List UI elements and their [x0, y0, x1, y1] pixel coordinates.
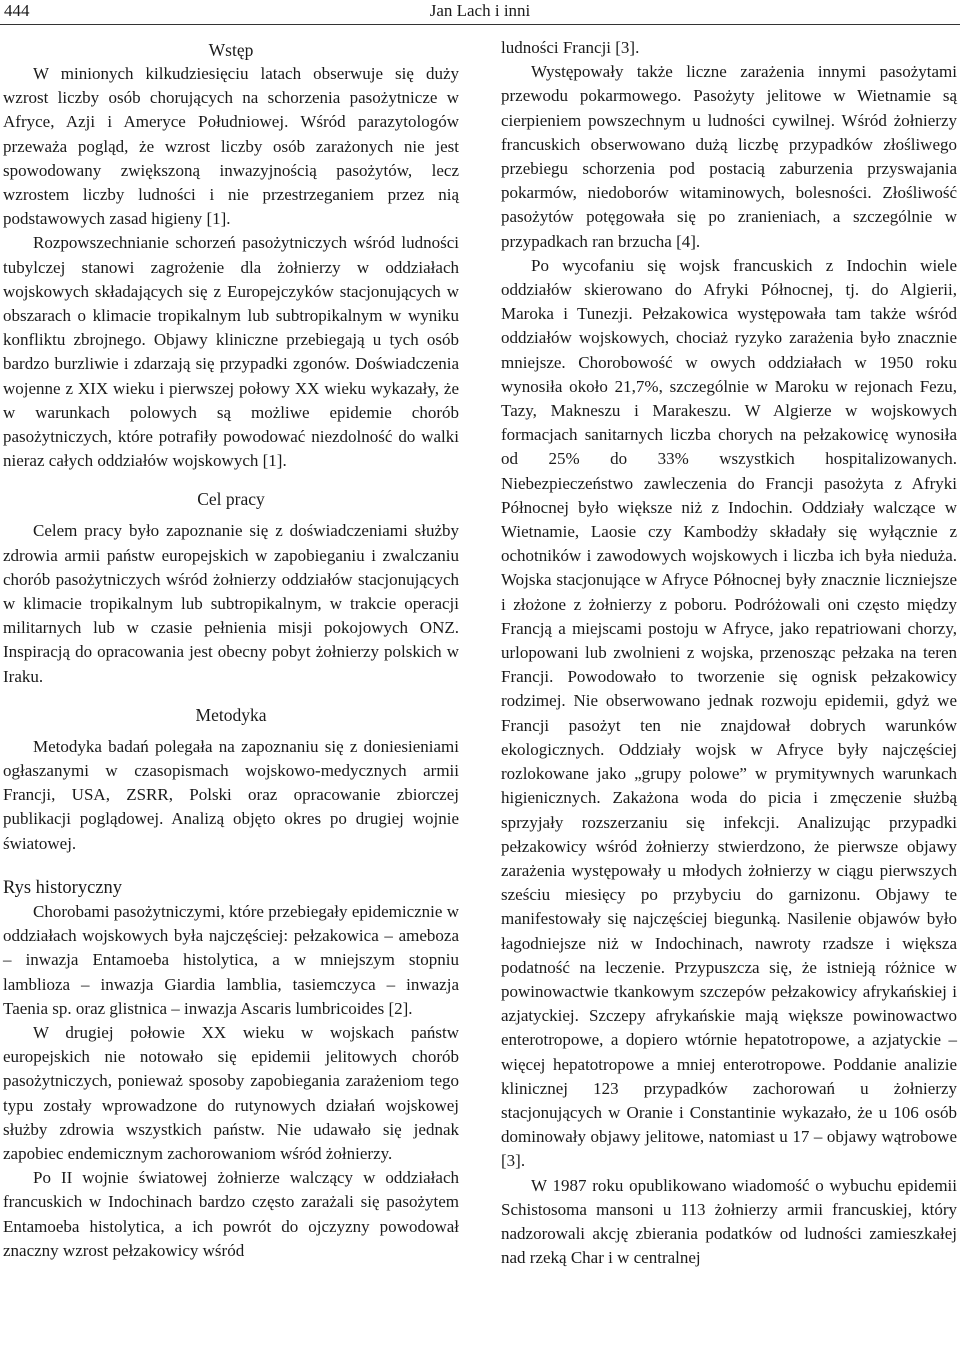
paragraph: W drugiej połowie XX wieku w wojskach państw europejskich nie notowało się epidemii jelitowych chorób pasożytniczych, ponieważ sposoby zapobiegania zarażeniom tego typu zostały wprowadzone do rutynowych działań wojskowej służby zdrowia wszystkich państw. Nie udawało się jednak zapobiec endemicznym zachorowaniom wśród żołnierzy. — [3, 1022, 459, 1163]
paragraph: Metodyka badań polegała na zapoznaniu się z doniesieniami ogłaszanymi w czasopismach wojskowo-medycznych armii Francji, USA, ZSRR, Polski oraz opracowanie zbiorczej publikacji poglądowej. Analizą objęto okres po drugiej wojnie światowej. — [3, 736, 459, 853]
paragraph-continuation: ludności Francji [3]. — [501, 38, 640, 57]
paragraph: Celem pracy było zapoznanie się z doświadczeniami służby zdrowia armii państw europejskich w zapobieganiu i zwalczaniu chorób pasożytniczych wśród żołnierzy oddziałów stacjonujących w klimacie tropikalnym lub subtropikalnym, w trakcie operacji militarnych lub w czasie pełnienia misji pokojowych ONZ. Inspiracją do opracowania jest obecny pobyt żołnierzy polskich w Iraku. — [3, 521, 459, 686]
section-heading-rys-historyczny: Rys historyczny — [3, 877, 122, 898]
paragraph: Po II wojnie światowej żołnierze walczący w oddziałach francuskich w Indochinach bardzo często zarażali się pasożytem Entamoeba histolytica, a ich powrót do ojczyzny powodował znaczny wzrost pełzakowicy wśród — [3, 1168, 459, 1260]
paragraph: Rozpowszechnianie schorzeń pasożytniczych wśród ludności tubylczej stanowi zagrożenie dla żołnierzy w oddziałach wojskowych składających się z Europejczyków stacjonujących w obszarach o klimacie tropikalnym lub subtropikalnym w wyniku konfliktu zbrojnego. Objawy kliniczne przebiegają u tych osób bardzo burzliwie i zdarzają się przypadki zgonów. Doświadczenia wojenne z XIX wieku i pierwszej połowy XX wieku wykazały, że w warunkach polowych są możliwe epidemie chorób pasożytniczych, które potrafiły powodować niezdolność do walki nieraz całych oddziałów wojskowych [1]. — [3, 233, 459, 471]
running-head: Jan Lach i inni — [429, 1, 531, 20]
paragraph: W 1987 roku opublikowano wiadomość o wybuchu epidemii Schistosoma mansoni u 113 żołnierzy armii francuskiej, który nadzorowali akcję zbierania podatków od ludności zamieszkałej nad rzeką Char i w centralnej — [501, 1175, 957, 1268]
section-heading-cel-pracy: Cel pracy — [197, 489, 265, 510]
left-column — [3, 36, 459, 1263]
section-heading-wstep: Wstęp — [208, 40, 254, 60]
paragraph: Chorobami pasożytniczymi, które przebiegały epidemicznie w oddziałach wojskowych była najczęściej: pełzakowica – ameboza – inwazja Entamoeba histolytica, a w mniejszym stopniu lamblioza – inwazja Giardia lamblia, tasiemczyca – inwazja Taenia sp. oraz glistnica – inwazja Ascaris lumbricoides [2]. — [3, 901, 459, 1018]
paragraph: Po wycofaniu się wojsk francuskich z Indochin wiele oddziałów skierowano do Afryki Północnej, tj. do Algierii, Maroka i Tunezji. Pełzakowica występowała tam także wśród oddziałów wojskowych, chociaż ryzyko zarażenia było znacznie mniejsze. Chorobowość w owych oddziałach w 1950 roku wynosiła około 21,7%, szczególnie w Maroku w rejonach Fezu, Tazy, Makneszu i Marakeszu. W Algierze w wojskowych formacjach sanitarnych liczba chorych na pełzakowicę wynosiła od 25% do 33% wszystkich hospitalizowanych. Niebezpieczeństwo zawleczenia do Francji pasożyta z Afryki Północnej było większe niż z Indochin. Oddziały walczące w Wietnamie, Laosie czy Kambodży składały się wyłącznie z ochotników i zawodowych wojskowych i liczba ich była nieduża. Wojska stacjonujące w Afryce Północnej były znacznie liczniejsze i złożone z żołnierzy z poboru. Podróżowali oni często między Francją a miejscami postoju w Afryce, jako repatriowani chorzy, urlopowani lub zwolnieni z wojska, przenosząc pełzaka na teren Francji. Powodowało to tworzenie się ognisk pełzakowicy rodzimej. Nie obserwowano jednak rozwoju epidemii, gdyż we Francji pasożyt ten nie znajdował dobrych warunków ekologicznych. Oddziały wojsk w Afryce były najczęściej rozlokowane jako „grupy polowe” w prymitywnych warunkach higienicznych. Zakażona woda do picia i zmęczenie służbą sprzyjały rozszerzaniu się infekcji. Analizując przypadki pełzakowicy wśród żołnierzy stwierdzono, że pierwsze objawy zarażenia występowały u młodych żołnierzy w ciągu pierwszych sześciu miesięcy po przybyciu do garnizonu. Objawy te manifestowały się najczęściej biegunką. Nasilenie objawów było łagodniejsze niż w Indochinach, nawroty rzadsze i większa podatność na leczenie. Przypuszcza się, że istnieją różnice w powinowactwie tkankowym szczepów pełzakowicy afrykańskiej i azjatyckiej. Szczepy afrykańskie mają większe powinowactwo enterotropowe, a dopiero wtórnie hepatotropowe, a azjatyckie – więcej hepatotropowe a mniej enterotropowe. Poddanie analizie klinicznej 123 przypadków zachorowań u żołnierzy stacjonujących w Oranie i Constantinie wykazało, że u 106 osób dominowały objawy jelitowe, natomiast u 17 – objawy wątrobowe [3]. — [501, 255, 957, 1171]
section-heading-metodyka: Metodyka — [195, 704, 267, 725]
page-number: 444 — [4, 1, 30, 20]
page-header — [0, 0, 960, 24]
paragraph: W minionych kilkudziesięciu latach obserwuje się duży wzrost liczby osób chorujących na schorzenia pasożytnicze w Afryce, Azji i Ameryce Południowej. Wśród parazytologów przeważa pogląd, że wzrost liczby osób zarażonych nie jest spowodowany zwiększoną inwazyjnością pasożytów, lecz wzrostem liczby ludności i nie przestrzeganiem przez nią podstawowych zasad higieny [1]. — [3, 64, 459, 229]
right-column — [501, 36, 957, 1270]
header-rule — [0, 24, 960, 25]
paragraph: Występowały także liczne zarażenia innymi pasożytami przewodu pokarmowego. Pasożyty jelitowe w Wietnamie są cierpieniem powszechnym u ludności cywilnej. Wśród żołnierzy francuskich obserwowano dużą liczbę przypadków złośliwego przebiegu schorzenia pod postacią zaburzenia przyswajania pokarmów, niedoborów witaminowych, bolesności. Złośliwość pasożytów potęgowała się po zranieniach, a szczególnie w przypadkach ran brzucha [4]. — [501, 62, 957, 251]
